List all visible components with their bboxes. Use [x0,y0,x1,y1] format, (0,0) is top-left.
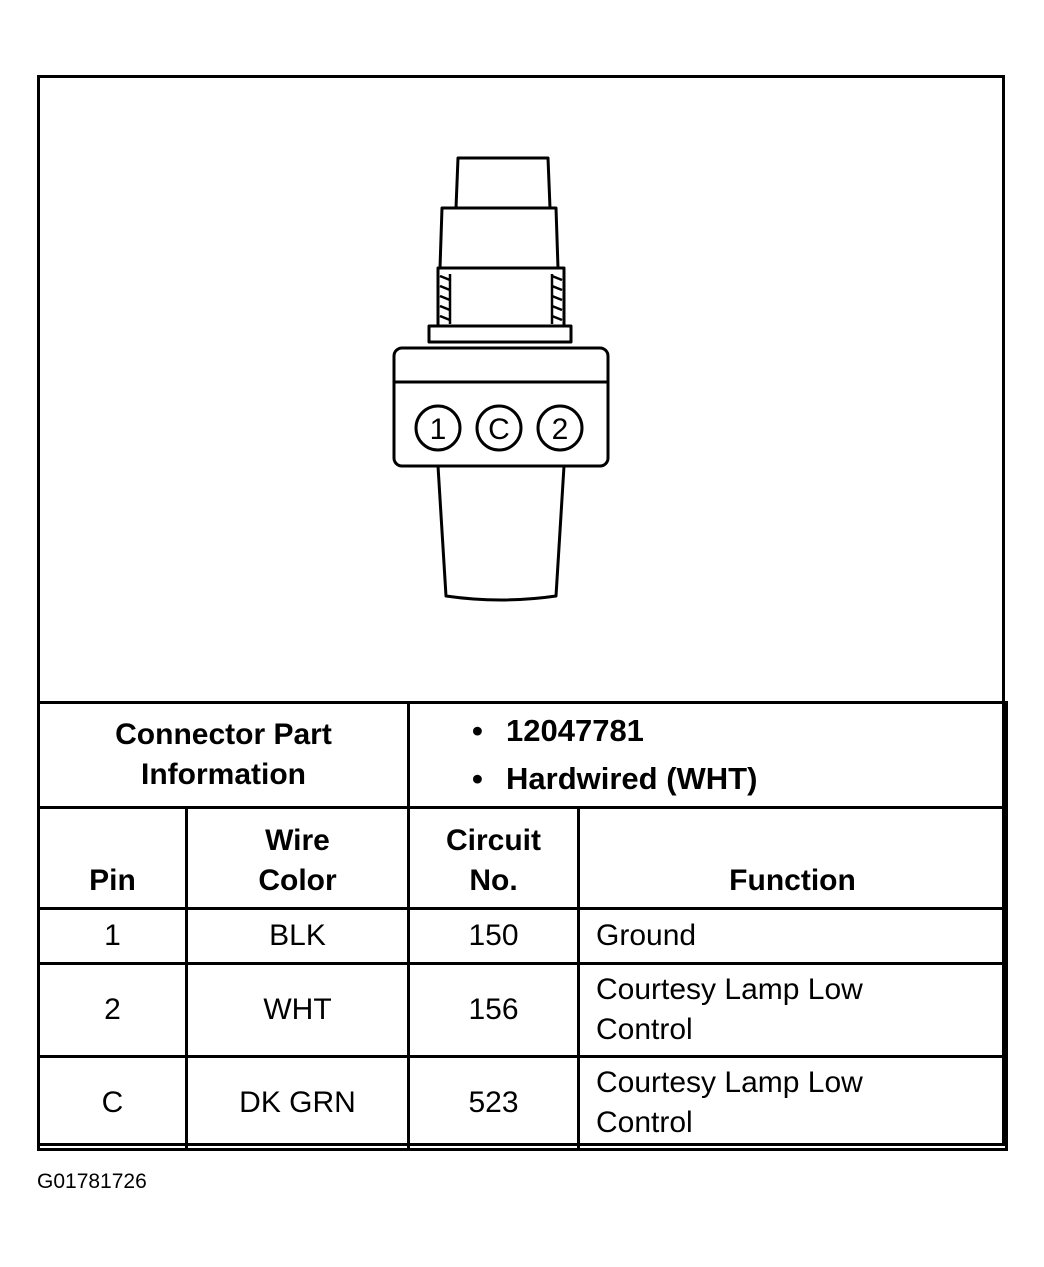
wire-color-cell: BLK [187,909,409,964]
switch-connector-illustration [40,78,1002,702]
connector-info-items [409,703,1007,808]
pin-cell: 1 [39,909,187,964]
connector-info-table [37,701,1008,1151]
plunger-collar [440,208,558,268]
pin-cell: C [39,1057,187,1150]
function-line1: Courtesy Lamp Low [596,973,863,1006]
connector-info-label-text: Connector Part Information [115,718,332,791]
function-cell [579,964,1007,1057]
wire-color-cell: WHT [187,964,409,1057]
hardwired-note: Hardwired (WHT) [506,761,758,796]
pin-cell: 2 [39,964,187,1057]
table-row [39,909,1007,964]
circuit-cell: 156 [409,964,579,1057]
plunger-tip [456,158,550,208]
pin-header-text: Pin [89,864,136,897]
circuit-cell: 523 [409,1057,579,1150]
wire-color-header-line2: Color [258,864,337,897]
function-header [579,808,1007,909]
function-cell [579,1057,1007,1150]
wire-color-header [187,808,409,909]
column-header-row [39,808,1007,909]
wire-color-header-line1: Wire [265,824,330,857]
flange-ring [429,326,571,342]
function-header-text: Function [729,864,856,897]
pin-header [39,808,187,909]
list-item [472,755,1005,803]
circuit-header-line2: No. [469,864,518,897]
function-line1: Courtesy Lamp Low [596,1066,863,1099]
circuit-header-line1: Circuit [445,824,541,857]
diagram-frame [37,75,1005,1146]
tapered-boot [438,466,564,600]
connector-info-label [39,703,409,808]
pin-c-label: C [488,413,510,446]
threaded-body [438,268,564,326]
function-line1: Ground [596,919,697,952]
pin-1-label: 1 [429,413,447,446]
function-cell [579,909,1007,964]
pin-2-label: 2 [551,413,569,446]
function-line2: Control [596,1013,693,1046]
bullet-icon: • [472,713,483,748]
bullet-icon: • [472,761,483,796]
function-line2: Control [596,1106,693,1139]
table-row [39,964,1007,1057]
connector-info-row [39,703,1007,808]
table-row [39,1057,1007,1150]
connector-drawing [40,78,1002,702]
wire-color-cell: DK GRN [187,1057,409,1150]
part-number: 12047781 [506,713,644,748]
figure-id: G01781726 [37,1170,147,1193]
circuit-header [409,808,579,909]
circuit-cell: 150 [409,909,579,964]
list-item [472,707,1005,755]
